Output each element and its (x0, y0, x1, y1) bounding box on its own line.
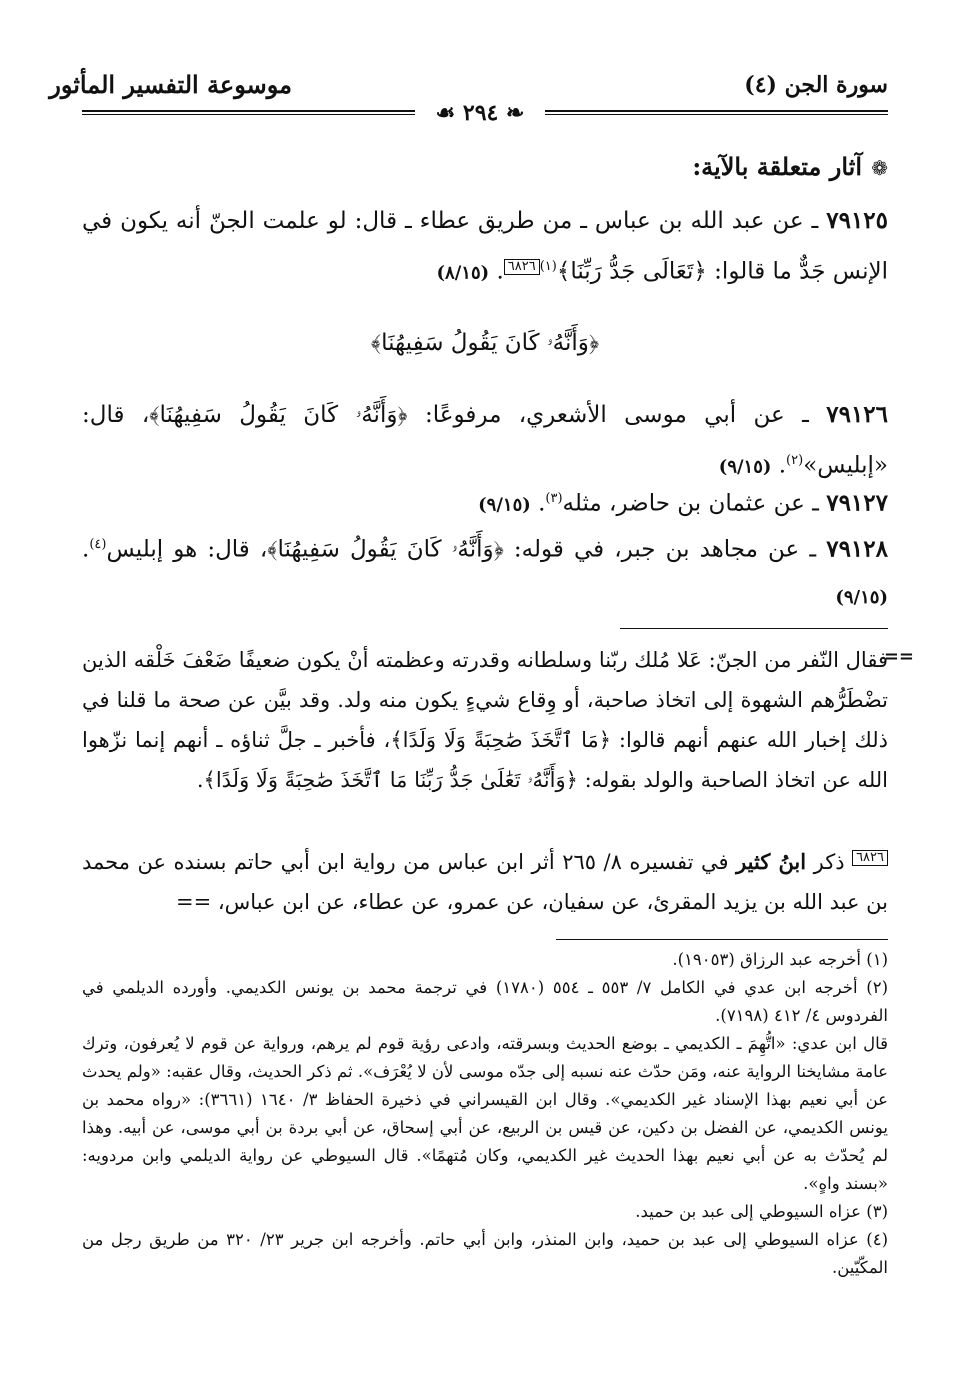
commentary-paragraph: فقال النّفر من الجنّ: عَلا مُلك ربّنا وسلطانه وقدرته وعظمته أنْ يكون ضعيفًا ضَعْفَ خَلْقه الذين تضْطَرُّهم الشهوة إلى اتخاذ صاحبة، أو وِقاع شيءٍ يكون منه ولد. وقد بيَّن عن صحة ما قلنا في ذلك إخبار الله عنهم أنهم قالوا: ﴿مَا ٱتَّخَذَ صَٰحِبَةً وَلَا وَلَدًا﴾، فأخبر ـ جلَّ ثناؤه ـ أنهم إنما نزّهوا الله عن اتخاذ الصاحبة والولد بقوله: ﴿وَأَنَّهُۥ تَعَٰلَىٰ جَدُّ رَبِّنَا مَا ٱتَّخَذَ صَٰحِبَةً وَلَا وَلَدًا﴾. (82, 648, 888, 792)
tarjih-box[interactable]: ٦٨٢٦ (504, 259, 540, 275)
quran-verse: ﴿مَا ٱتَّخَذَ صَٰحِبَةً وَلَا وَلَدًا﴾ (390, 728, 612, 752)
footnote-4: (٤) عزاه السيوطي إلى عبد بن حميد، وابن المنذر، وابن أبي حاتم. وأخرجه ابن جرير ٢٣/ ٣٢٠ من طريق رجل من المكّيّين. (82, 1230, 888, 1277)
entry-number: ٧٩١٢٧ (826, 489, 888, 517)
entry-number: ٧٩١٢٦ (826, 401, 889, 428)
surah-header: سورة الجن (٤) (744, 72, 888, 98)
entry-text: ـ عن عبد الله بن عباس ـ من طريق عطاء ـ قال: لو علمت الجنّ أنه يكون في الإنس جَدٌّ ما قالوا: (82, 208, 888, 285)
entry-text-2: ، قال: «إبليس» (82, 402, 888, 479)
tarjih-note: ٦٨٢٦ ذكر ابنُ كثير في تفسيره ٨/ ٢٦٥ أثر ابن عباس من رواية ابن أبي حاتم بسنده عن محمد بن عبد الله بن يزيد المقرئ، عن سفيان، عن عمرو، عن عطاء، عن ابن عباس، == (82, 849, 888, 914)
entry-text: ـ عن أبي موسى الأشعري، مرفوعًا: (407, 402, 809, 428)
commentary-separator (620, 628, 888, 629)
quran-verse: ﴿وَأَنَّهُۥ تَعَٰلَىٰ جَدُّ رَبِّنَا مَا ٱتَّخَذَ صَٰحِبَةً وَلَا وَلَدًا﴾ (203, 768, 578, 792)
volume-page-ref: (٩/١٥) (835, 586, 888, 608)
ornament-left-icon: ❧ (506, 100, 525, 126)
entry-number: ٧٩١٢٨ (826, 535, 888, 563)
footnote-marker[interactable]: (٢) (786, 453, 804, 468)
footnote-1: (١) أخرجه عبد الرزاق (١٩٠٥٣). (672, 950, 888, 969)
entry-text: ـ عن مجاهد بن جبر، في قوله: (503, 536, 817, 563)
section-title: آثار متعلقة بالآية: (692, 152, 862, 181)
volume-page-ref: (٩/١٥) (718, 456, 772, 478)
verse-heading: ﴿وَأَنَّهُۥ كَانَ يَقُولُ سَفِيهُنَا﴾ (370, 330, 600, 356)
book-title-header: موسوعة التفسير المأثور (49, 70, 292, 99)
athar-entry-79128: ٧٩١٢٨ ـ عن مجاهد بن جبر، في قوله: ﴿وَأَنَّهُۥ كَانَ يَقُولُ سَفِيهُنَا﴾، قال: هو إبليس$^{(٤)}$. (٩/١٥) (82, 535, 888, 608)
quran-verse: ﴿تَعَالَى جَدُّ رَبِّنَا﴾ (556, 258, 707, 285)
footnote-marker[interactable]: (١) (539, 259, 557, 274)
flower-ornament-icon: ❁ (871, 156, 888, 180)
footnote-3: (٣) عزاه السيوطي إلى عبد بن حميد. (635, 1202, 888, 1221)
entry-text-2: ، قال: هو إبليس (106, 536, 268, 563)
footnote-2: (٢) أخرجه ابن عدي في الكامل ٧/ ٥٥٣ ـ ٥٥٤ (١٧٨٠) في ترجمة محمد بن يونس الكديمي. وأورده الديلمي في الفردوس ٤/ ٤١٢ (٧١٩٨). (82, 978, 889, 1025)
footnote-marker[interactable]: (٣) (545, 491, 563, 506)
quran-verse: ﴿وَأَنَّهُۥ كَانَ يَقُولُ سَفِيهُنَا﴾ (149, 402, 408, 428)
ornament-right-icon: ☙ (435, 100, 456, 126)
entry-number: ٧٩١٢٥ (826, 207, 889, 234)
volume-page-ref: (٩/١٥) (478, 494, 531, 516)
entry-text: ـ عن عثمان بن حاضر، مثله (562, 490, 819, 517)
athar-entry-79125: ٧٩١٢٥ ـ عن عبد الله بن عباس ـ من طريق عطاء ـ قال: لو علمت الجنّ أنه يكون في الإنس جَدٌّ ما قالوا: ﴿تَعَالَى جَدُّ رَبِّنَا﴾$^{(١)}$٦٨٢٦. (٨/١٥) (82, 207, 889, 285)
athar-entry-79126: ٧٩١٢٦ ـ عن أبي موسى الأشعري، مرفوعًا: ﴿وَأَنَّهُۥ كَانَ يَقُولُ سَفِيهُنَا﴾، قال: «إبليس»$^{(٢)}$. (٩/١٥) (82, 401, 889, 479)
footnote-2-continued: قال ابن عدي: «اتُّهِمَ ـ الكديمي ـ بوضع الحديث وبسرقته، وادعى رؤية قوم لم يرهم، ورواية عن قوم لا يُعرفون، وترك عامة مشايخنا الرواية عنه، ومَن حدّث عنه نسبه إلى جدّه موسى لأن لا يُعْرَف». ثم ذكر الحديث، وقال عقبه: «ولم يحدث عن أبي نعيم بهذا الإسناد غير الكديمي». وقال ابن القيسراني في ذخيرة الحفاظ ٣/ ١٦٤٠ (٣٦٦١): «رواه محمد بن يونس الكديمي، عن الفضل بن دكين، عن قيس بن الربيع، عن أبي إسحاق، عن أبي بردة بن أبي موسى، عن أبيه. وهذا لم يُحدّث به عن أبي نعيم بهذا الحديث غير الكديمي، وكان مُتهمًا». قال السيوطي عن رواية الديلمي وابن مردويه: «بسند واهٍ». (82, 1034, 888, 1193)
footnotes-separator (556, 939, 888, 940)
volume-page-ref: (٨/١٥) (436, 262, 490, 284)
continuation-mark: == (883, 646, 914, 667)
page-number: ❧ ٢٩٤ ☙ (415, 100, 545, 128)
author-name: ابنُ كثير (736, 849, 807, 874)
athar-entry-79127: ٧٩١٢٧ ـ عن عثمان بن حاضر، مثله$^{(٣)}$. (٩/١٥) (478, 489, 888, 517)
footnote-marker[interactable]: (٤) (89, 537, 107, 552)
tarjih-box[interactable]: ٦٨٢٦ (852, 850, 888, 866)
footnotes (82, 946, 888, 1282)
quran-verse: ﴿وَأَنَّهُۥ كَانَ يَقُولُ سَفِيهُنَا﴾ (267, 536, 504, 563)
